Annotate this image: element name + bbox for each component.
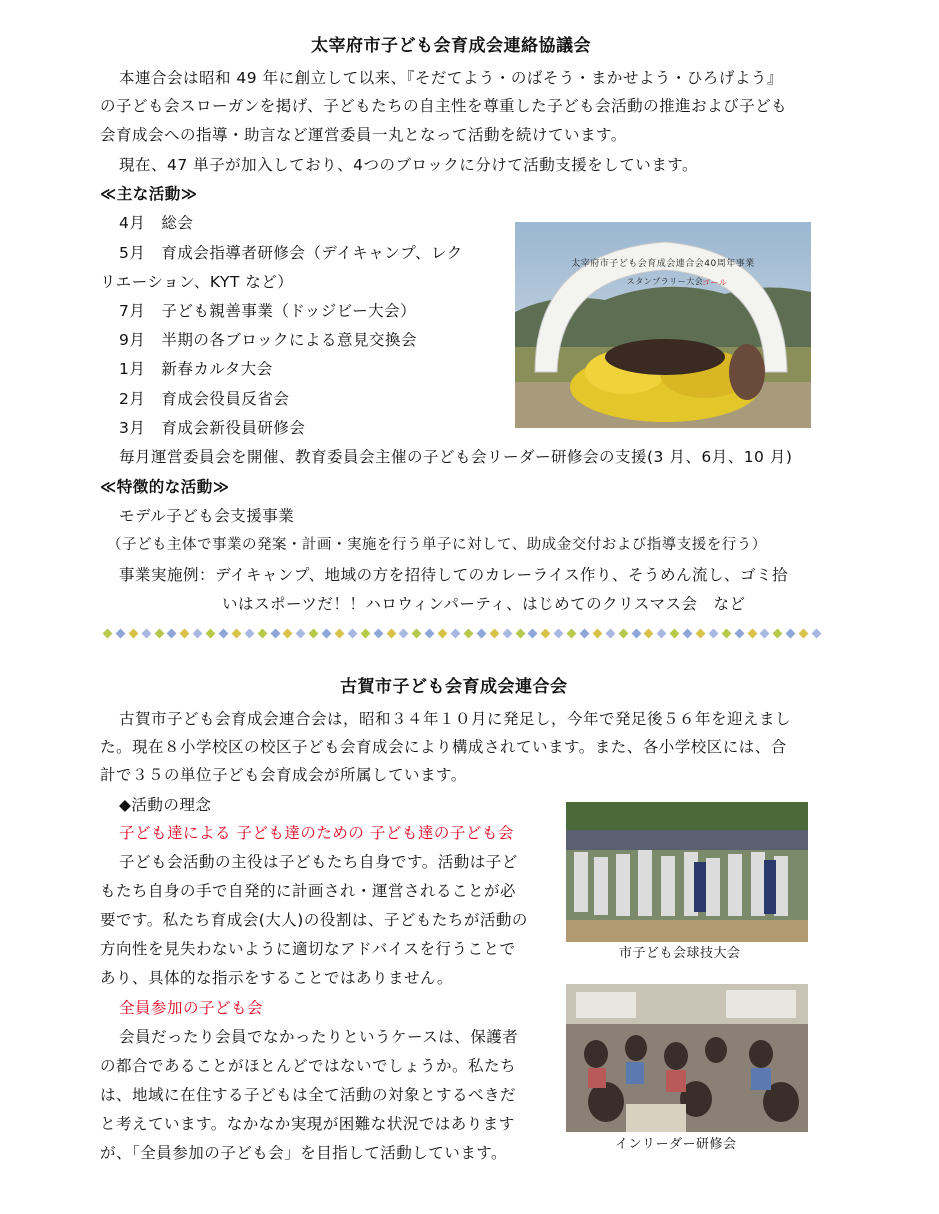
divider-diamond bbox=[592, 628, 602, 638]
divider-diamond bbox=[567, 628, 577, 638]
divider-diamond bbox=[412, 628, 422, 638]
divider-diamond bbox=[309, 628, 319, 638]
activity-item: 7月 子ども親善事業（ドッジビー大会） bbox=[119, 302, 417, 320]
para2-line: は、地域に在住する子どもは全て活動の対象とするべきだ bbox=[100, 1086, 517, 1104]
feature-line: 事業実施例：デイキャンプ、地域の方を招待してのカレーライス作り、そうめん流し、ゴミ拾 bbox=[119, 566, 789, 584]
divider-diamond bbox=[219, 628, 229, 638]
divider-diamond bbox=[554, 628, 564, 638]
divider-diamond bbox=[270, 628, 280, 638]
divider-diamond bbox=[696, 628, 706, 638]
divider-diamond bbox=[605, 628, 615, 638]
activity-item: 5月 育成会指導者研修会（デイキャンプ、レク bbox=[119, 244, 463, 262]
divider-diamond bbox=[541, 628, 551, 638]
divider-diamond bbox=[644, 628, 654, 638]
divider-diamond bbox=[244, 628, 254, 638]
section1-intro-4: 現在、47 単子が加入しており、4つのブロックに分けて活動支援をしています。 bbox=[119, 156, 698, 174]
divider-diamond bbox=[657, 628, 667, 638]
activity-item: リエーション、KYT など） bbox=[100, 273, 294, 291]
para1-line: 子ども会活動の主役は子どもたち自身です。活動は子ど bbox=[119, 853, 518, 871]
section1-intro-3: 会育成会への指導・助言など運営委員一丸となって活動を続けています。 bbox=[100, 126, 627, 144]
feature-line: （子ども主体で事業の発案・計画・実施を行う単子に対して、助成金交付および指導支援を行う） bbox=[107, 537, 767, 553]
divider-diamond bbox=[747, 628, 757, 638]
divider-diamond bbox=[502, 628, 512, 638]
para1-line: 方向性を見失わないように適切なアドバイスを行うことで bbox=[100, 940, 516, 958]
divider-diamond bbox=[425, 628, 435, 638]
divider-diamond bbox=[103, 628, 113, 638]
divider-diamond bbox=[631, 628, 641, 638]
section1-intro-2: の子ども会スローガンを掲げ、子どもたちの自主性を尊重した子ども会活動の推進および子ども bbox=[100, 97, 788, 115]
divider-diamond bbox=[670, 628, 680, 638]
divider-diamond bbox=[167, 628, 177, 638]
divider-diamond bbox=[283, 628, 293, 638]
divider-diamond bbox=[322, 628, 332, 638]
divider-diamond bbox=[386, 628, 396, 638]
divider-diamond bbox=[721, 628, 731, 638]
activity-item: 3月 育成会新役員研修会 bbox=[119, 419, 306, 437]
para1-line: 要です。私たち育成会(大人)の役割は、子どもたちが活動の bbox=[100, 911, 528, 929]
para1-line: もたち自身の手で自発的に計画され・運営されることが必 bbox=[100, 882, 517, 900]
activity-item: 9月 半期の各ブロックによる意見交換会 bbox=[119, 331, 418, 349]
divider-diamond bbox=[231, 628, 241, 638]
divider-diamond bbox=[489, 628, 499, 638]
section-divider bbox=[104, 628, 820, 638]
para2-line: が、「全員参加の子ども会」を目指して活動しています。 bbox=[100, 1144, 508, 1162]
caption-leader-training: インリーダー研修会 bbox=[615, 1137, 737, 1152]
divider-diamond bbox=[708, 628, 718, 638]
divider-diamond bbox=[296, 628, 306, 638]
divider-diamond bbox=[347, 628, 357, 638]
feature-line: いはスポーツだ！！ハロウィンパーティ、はじめてのクリスマス会 など bbox=[222, 595, 746, 613]
divider-diamond bbox=[399, 628, 409, 638]
para2-line: と考えています。なかなか実現が困難な状況ではあります bbox=[100, 1115, 515, 1133]
divider-diamond bbox=[580, 628, 590, 638]
divider-diamond bbox=[206, 628, 216, 638]
monthly-meetings: 毎月運営委員会を開催、教育委員会主催の子ども会リーダー研修会の支援(3 月、6月、10 月) bbox=[119, 448, 793, 466]
divider-diamond bbox=[683, 628, 693, 638]
section2-intro-1: 古賀市子ども会育成会連合会は，昭和３４年１０月に発足し，今年で発足後５６年を迎えまし bbox=[119, 710, 792, 728]
divider-diamond bbox=[799, 628, 809, 638]
divider-diamond bbox=[515, 628, 525, 638]
divider-diamond bbox=[373, 628, 383, 638]
feature-activities-heading: ≪特徴的な活動≫ bbox=[100, 478, 230, 496]
section2-intro-2: た。現在８小学校区の校区子ども会育成会により構成されています。また、各小学校区には、合 bbox=[100, 738, 787, 756]
photo-anniversary-arch bbox=[515, 222, 811, 428]
arch-goal-text: ゴール bbox=[702, 278, 728, 287]
divider-diamond bbox=[141, 628, 151, 638]
activity-item: 2月 育成会役員反省会 bbox=[119, 390, 290, 408]
divider-diamond bbox=[335, 628, 345, 638]
photo-leader-training bbox=[566, 984, 808, 1132]
divider-diamond bbox=[257, 628, 267, 638]
arch-sign-text: スタンプラリー大会 bbox=[626, 277, 704, 286]
section2-title: 古賀市子ども会育成会連合会 bbox=[340, 677, 568, 697]
arch-text: 太宰府市子ども会育成会連合会40周年事業 bbox=[571, 259, 755, 269]
divider-diamond bbox=[451, 628, 461, 638]
section1-title: 太宰府市子ども会育成会連絡協議会 bbox=[311, 36, 591, 56]
divider-diamond bbox=[115, 628, 125, 638]
divider-diamond bbox=[128, 628, 138, 638]
para1-line: あり、具体的な指示をすることではありません。 bbox=[100, 969, 453, 987]
activity-item: 4月 総会 bbox=[119, 214, 194, 232]
divider-diamond bbox=[528, 628, 538, 638]
section1-intro-1: 本連合会は昭和 49 年に創立して以来、『そだてよう・のばそう・まかせよう・ひろげよう』 bbox=[119, 69, 783, 87]
divider-diamond bbox=[438, 628, 448, 638]
divider-diamond bbox=[734, 628, 744, 638]
caption-ball-tournament: 市子ども会球技大会 bbox=[619, 946, 741, 961]
divider-diamond bbox=[476, 628, 486, 638]
divider-diamond bbox=[463, 628, 473, 638]
divider-diamond bbox=[193, 628, 203, 638]
all-participation-heading: 全員参加の子ども会 bbox=[119, 999, 264, 1017]
principle-slogan: 子ども達による 子ども達のための 子ども達の子ども会 bbox=[119, 824, 514, 842]
feature-line: モデル子ども会支援事業 bbox=[119, 507, 295, 525]
para2-line: 会員だったり会員でなかったりというケースは、保護者 bbox=[119, 1028, 519, 1046]
section2-intro-3: 計で３５の単位子ども会育成会が所属しています。 bbox=[100, 766, 467, 784]
divider-diamond bbox=[773, 628, 783, 638]
divider-diamond bbox=[180, 628, 190, 638]
divider-diamond bbox=[786, 628, 796, 638]
photo-ball-tournament bbox=[566, 802, 808, 942]
divider-diamond bbox=[154, 628, 164, 638]
divider-diamond bbox=[360, 628, 370, 638]
principle-heading: ◆活動の理念 bbox=[119, 796, 212, 814]
para2-line: の都合であることがほとんどではないでしょうか。私たち bbox=[100, 1057, 517, 1075]
divider-diamond bbox=[760, 628, 770, 638]
activity-item: 1月 新春カルタ大会 bbox=[119, 360, 273, 378]
divider-diamond bbox=[618, 628, 628, 638]
divider-diamond bbox=[812, 628, 822, 638]
main-activities-heading: ≪主な活動≫ bbox=[100, 185, 198, 203]
